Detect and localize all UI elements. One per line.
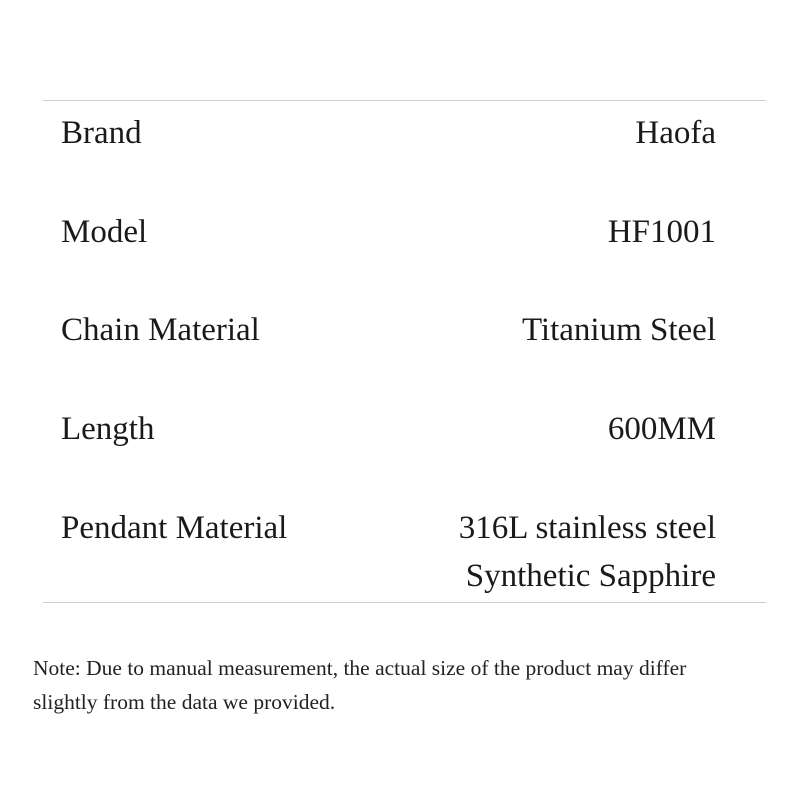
spec-value: 600MM — [607, 411, 716, 447]
spec-value — [459, 504, 716, 600]
table-top-divider — [43, 100, 766, 101]
spec-label: Length — [61, 411, 155, 447]
spec-label: Pendant Material — [61, 510, 288, 546]
spec-table — [43, 100, 766, 602]
spec-label: Chain Material — [61, 312, 260, 348]
table-bottom-divider — [43, 602, 766, 603]
spec-label: Model — [61, 214, 148, 250]
measurement-note — [33, 651, 793, 719]
spec-value-line: 316L stainless steel — [458, 510, 716, 546]
spec-value-line: Synthetic Sapphire — [465, 558, 716, 594]
spec-label: Brand — [61, 115, 142, 151]
note-line: Note: Due to manual measurement, the actual size of the product may differ — [33, 656, 687, 680]
spec-value: Haofa — [635, 115, 716, 151]
spec-value: Titanium Steel — [521, 312, 716, 348]
spec-value: HF1001 — [607, 214, 716, 250]
note-line: slightly from the data we provided. — [33, 690, 336, 714]
